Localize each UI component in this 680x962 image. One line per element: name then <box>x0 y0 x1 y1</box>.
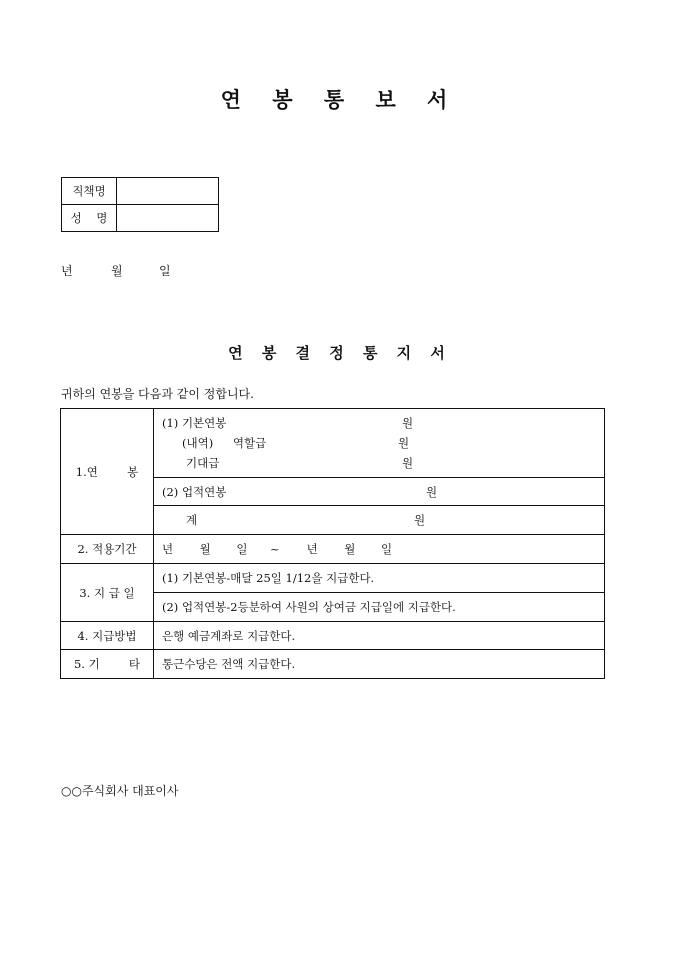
total-line <box>162 510 604 530</box>
base-salary-label: (1) 기본연봉 <box>162 416 227 430</box>
role-pay-label: 역할급 <box>232 436 267 450</box>
position-value <box>117 178 219 205</box>
base-salary-row <box>61 409 605 478</box>
breakdown-label: (내역) <box>182 436 214 450</box>
document-title: 연 봉 통 보 서 <box>220 87 460 112</box>
base-salary-cell <box>154 409 605 478</box>
total-label: 계 <box>186 513 198 527</box>
notice-subtitle: 연 봉 결 정 통 지 서 <box>228 344 452 362</box>
intro-text: 귀하의 연봉을 다음과 같이 정합니다. <box>61 387 254 401</box>
payment-day-row-1 <box>61 564 605 593</box>
period-cell <box>154 535 605 564</box>
name-value <box>117 205 219 232</box>
period-year-start: 년 <box>162 542 174 556</box>
expectation-line <box>162 453 604 473</box>
performance-cell <box>154 478 605 506</box>
performance-line <box>162 482 604 502</box>
performance-label: (2) 업적연봉 <box>162 484 227 499</box>
period-label: 2. 적용기간 <box>61 535 154 564</box>
issue-date <box>61 262 171 279</box>
payment-method-label: 4. 지급방법 <box>61 622 154 650</box>
period-day-end: 일 <box>380 542 393 556</box>
performance-won: 원 <box>426 484 438 499</box>
expectation-won: 원 <box>402 456 414 470</box>
other-row <box>61 650 605 679</box>
date-month: 월 <box>111 264 123 278</box>
date-year: 년 <box>61 264 73 278</box>
role-pay-line <box>162 433 604 453</box>
date-day: 일 <box>159 264 171 278</box>
payment-method-text: 은행 예금계좌로 지급한다. <box>154 622 605 650</box>
other-label: 5. 기 타 <box>61 650 154 679</box>
role-pay-won: 원 <box>398 436 410 450</box>
payment-day-line1: (1) 기본연봉-매달 25일 1/12을 지급한다. <box>154 564 605 593</box>
period-month-end: 월 <box>344 542 356 556</box>
total-cell <box>154 506 605 535</box>
period-year-end: 년 <box>306 542 318 556</box>
company-signature: ○○주식회사 대표이사 <box>61 784 179 798</box>
period-month-start: 월 <box>199 542 211 556</box>
base-salary-won: 원 <box>402 416 414 430</box>
expectation-label: 기대급 <box>186 456 220 470</box>
salary-table <box>60 408 605 679</box>
total-won: 원 <box>414 513 426 527</box>
payment-method-row <box>61 622 605 650</box>
employee-info-table <box>61 177 219 232</box>
period-day-start: 일 <box>236 542 248 556</box>
salary-label: 1.연 봉 <box>61 409 154 535</box>
other-text: 통근수당은 전액 지급한다. <box>154 650 605 679</box>
position-row <box>62 178 219 205</box>
name-row <box>62 205 219 232</box>
name-label: 성 명 <box>62 205 117 232</box>
payment-day-line2: (2) 업적연봉-2등분하여 사원의 상여금 지급일에 지급한다. <box>154 593 605 622</box>
period-tilde: ~ <box>269 542 280 556</box>
position-label: 직책명 <box>62 178 117 205</box>
base-salary-line <box>162 413 604 433</box>
payment-day-label: 3. 지 급 일 <box>61 564 154 622</box>
period-row <box>61 535 605 564</box>
